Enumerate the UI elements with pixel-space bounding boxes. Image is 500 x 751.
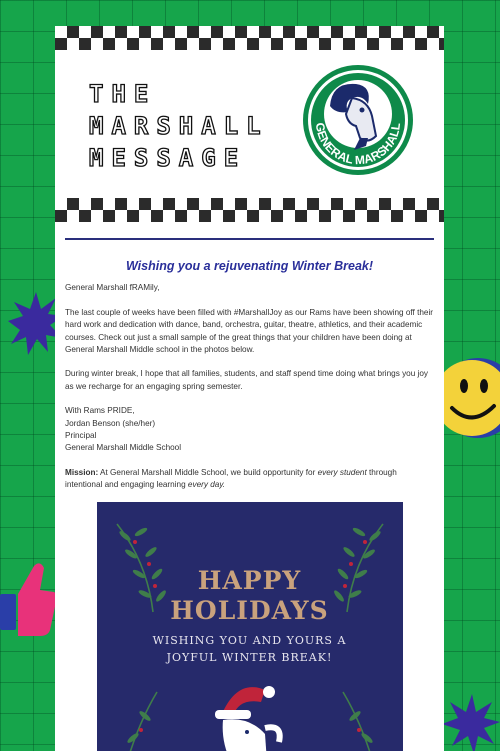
signature-closing: With Rams PRIDE, [65,406,135,416]
starburst-decoration [442,694,500,751]
content [55,260,444,751]
signature-title: Principal [65,431,97,441]
headline: Wishing you a rejuvenating Winter Break! [125,259,374,273]
holiday-heading-line: HAPPY [197,565,302,595]
masthead-title [89,78,269,174]
signature-name: Jordan Benson (she/her) [65,418,156,428]
mission-statement: Mission: At General Marshall Middle School, we build opportunity for every student through intentional and engaging learning every day. [65,467,397,490]
paragraph-winter-break: During winter break, I hope that all families, students, and staff spend time doing what brings you joy as we recharge for an engaging spring semester. [65,369,429,391]
masthead-line: MESSAGE [89,144,247,172]
holiday-card-image [97,502,403,751]
newsletter-card [55,26,444,751]
holiday-wish [97,632,403,666]
divider [65,238,434,240]
holiday-heading [97,566,403,626]
masthead-line: THE [89,80,157,108]
thumbs-up-icon [0,560,58,638]
greeting: General Marshall fRAMily, [65,283,160,293]
header [55,50,444,198]
holiday-foliage [97,502,403,751]
holiday-heading-line: HOLIDAYS [170,595,329,625]
logo-text: GENERAL MARSHALL [312,121,404,168]
paragraph-intro: The last couple of weeks have been filled with #MarshallJoy as our Rams have been showing off their hard work and dedication with dance, band, orchestra, guitar, theatre, athletics, and their academic courses. Check out just a small sample of the great things that your children have been doing at General Marshall Middle school in the photos below. [65,307,434,355]
mission-label: Mission: [65,467,99,477]
masthead-line: MARSHALL [89,112,269,140]
signature [65,405,434,455]
signature-school: General Marshall Middle School [65,443,182,453]
checker-border-top [55,26,444,50]
holiday-wish-line: WISHING YOU AND YOURS A [152,633,347,647]
checker-border-bottom [55,198,444,222]
holiday-wish-line: JOYFUL WINTER BREAK! [166,650,333,664]
school-logo [302,64,414,176]
santa-ram-icon [215,686,280,751]
